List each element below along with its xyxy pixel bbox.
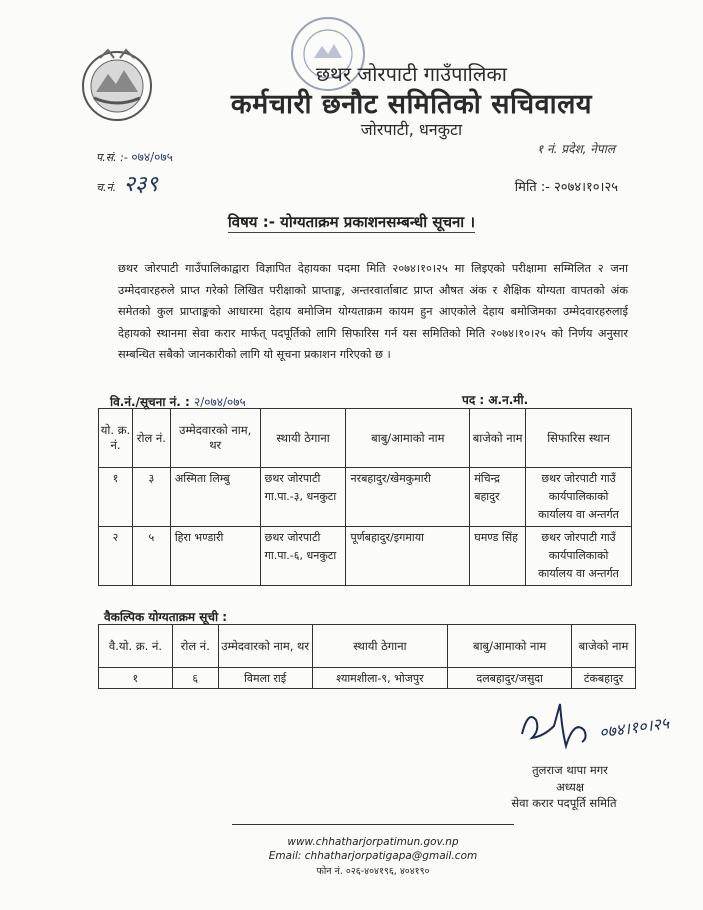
table-header-row [99, 409, 632, 468]
table-cell: हिरा भण्डारी [170, 527, 260, 586]
footer-divider [232, 824, 514, 825]
footer-website: www.chhatharjorpatimun.gov.np [287, 836, 459, 848]
signatory-block [520, 762, 620, 796]
municipality-name: छथर जोरपाटी गाउँपालिका [316, 62, 507, 86]
committee-name: सेवा करार पदपूर्ति समिति [511, 796, 617, 810]
province-label: १ नं. प्रदेश, नेपाल [536, 142, 615, 156]
table-cell: पूर्णबहादुर/इगमाया [346, 527, 470, 586]
column-header: बाजेको नाम [470, 409, 526, 468]
table-header-row [99, 625, 636, 668]
column-header: यो. क्र. नं. [99, 409, 133, 468]
table-cell: दलबहादुर/जसुदा [448, 668, 572, 689]
signatory-name: तुलराज थापा मगर [532, 763, 608, 777]
cn-label: च.नं. [96, 181, 117, 194]
footer-email: Email: chhatharjorpatigapa@gmail.com [268, 850, 478, 862]
column-header: बाजेको नाम [572, 625, 636, 668]
ref-value: २/०७४/०७५ [194, 395, 246, 409]
handwritten-signature [514, 690, 674, 760]
column-header: स्थायी ठेगाना [312, 625, 448, 668]
table-cell: छथर जोरपाटी गाउँ कार्यपालिकाको कार्यालय वा अन्तर्गत [526, 527, 632, 586]
table-row [99, 468, 632, 527]
column-header: वै.यो. क्र. नं. [99, 625, 173, 668]
table-cell: श्यामशीला-९, भोजपुर [312, 668, 448, 689]
alternate-list-table [98, 624, 636, 689]
table-cell: १ [99, 668, 173, 689]
table-cell: टंकबहादुर [572, 668, 636, 689]
table-cell: ५ [132, 527, 170, 586]
table-cell: ३ [132, 468, 170, 527]
ps-value: ०७४/०७५ [131, 150, 173, 164]
notice-body: छथर जोरपाटी गाउँपालिकाद्वारा विज्ञापित देहायका पदमा मिति २०७४।१०।२५ मा लिइएको परीक्षामा सम्मिलित २ जना उम्मेदवारहरुले प्राप्त गरेको लिखित परीक्षाको प्राप्ताङ्क, अन्तरवार्ताबाट प्राप्त औषत अंक र शैक्षिक योग्यता वापतको अंक समेतको कुल प्राप्ताङ्कको आधारमा देहाय बमोजिम योग्यताक्रम कायम हुन आएकोले देहाय बमोजिमका उम्मेदवारहरुलाई देहायको स्थानमा सेवा करार मार्फत् पदपूर्तिको लागि सिफारिस गर्न यस समितिको मिति २०७४।१०।२५ को निर्णय अनुसार सम्बन्धित सबैको जानकारीको लागि यो सूचना प्रकाशन गरिएको छ । [118, 262, 628, 361]
column-header: बाबु/आमाको नाम [346, 409, 470, 468]
signatory-role: अध्यक्ष [555, 780, 585, 794]
table-cell: छथर जोरपाटी गा.पा.-३, धनकुटा [260, 468, 346, 527]
subject-text: विषय :- योग्यताक्रम प्रकाशनसम्बन्धी सूचना । [227, 213, 476, 231]
column-header: रोल नं. [172, 625, 218, 668]
table-cell: छथर जोरपाटी गाउँ कार्यपालिकाको कार्यालय वा अन्तर्गत [526, 468, 632, 527]
table-cell: १ [99, 468, 133, 527]
post-label: पद : अ.न.मी. [462, 393, 529, 407]
column-header: उम्मेदवारको नाम, थर [170, 409, 260, 468]
merit-list-table [98, 408, 632, 586]
dispatch-number [96, 168, 158, 198]
footer-phone: फोन नं. ०२६-४०४१९६, ४०४१९० [316, 866, 430, 877]
notice-date: मिति :- २०७४।१०।२५ [514, 180, 618, 195]
ref-label: वि.नं./सूचना नं. : [110, 395, 190, 409]
table-cell: मंचिन्द्र बहादुर [470, 468, 526, 527]
alternate-list-title: वैकल्पिक योग्यताक्रम सूची : [104, 610, 228, 624]
table-cell: नरबहादुर/खेमकुमारी [346, 468, 470, 527]
subject-line [0, 212, 703, 232]
column-header: रोल नं. [132, 409, 170, 468]
table-cell: अस्मिता लिम्बु [170, 468, 260, 527]
table-cell: ६ [172, 668, 218, 689]
column-header: उम्मेदवारको नाम, थर [218, 625, 312, 668]
column-header: बाबु/आमाको नाम [448, 625, 572, 668]
secretariat-title: कर्मचारी छनौट समितिको सचिवालय [230, 89, 593, 120]
table-row [99, 668, 636, 689]
table-cell: विमला राई [218, 668, 312, 689]
table-cell: छथर जोरपाटी गा.पा.-६, धनकुटा [260, 527, 346, 586]
cn-value: २३९ [123, 172, 158, 197]
column-header: सिफारिस स्थान [526, 409, 632, 468]
signature-date: ०७४।१०।२५ [597, 713, 671, 742]
table-row [99, 527, 632, 586]
table-cell: घमण्ड सिंह [470, 527, 526, 586]
fiscal-year-ref [96, 148, 173, 165]
column-header: स्थायी ठेगाना [260, 409, 346, 468]
table-cell: २ [99, 527, 133, 586]
office-address: जोरपाटी, धनकुटा [360, 120, 463, 139]
ps-label: प.सं. :- [96, 151, 128, 164]
